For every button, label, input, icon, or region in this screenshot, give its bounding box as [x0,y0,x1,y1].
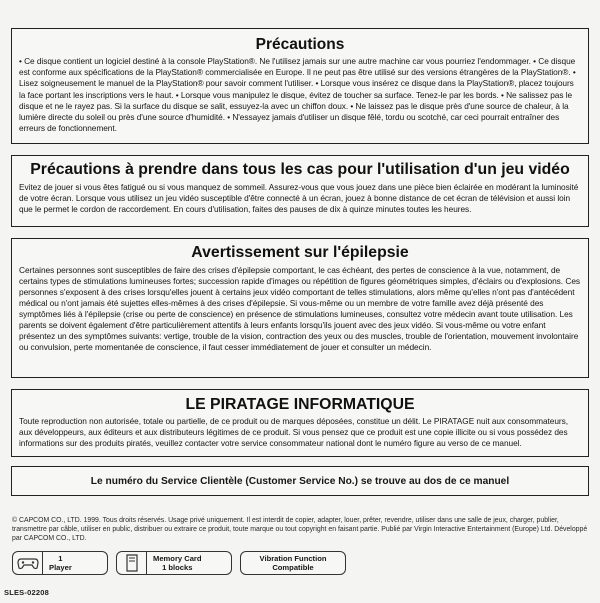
copyright-text: © CAPCOM CO., LTD. 1999. Tous droits réservés. Usage privé uniquement. Il est interdit de copier, adapter, louer, prêter, revendre, utiliser dans une salle de jeux, charger, publier, transmettre par câble, utiliser en public, distribuer ou extraire ce produit, toute marque ou tout copyright en faisant partie. Publié par Virgin Interactive Entertainment (Europe) Ltd. Développé par CAPCOM CO., LTD. [12,517,588,543]
video-game-text: Evitez de jouer si vous êtes fatigué ou si vous manquez de sommeil. Assurez-vous que vous jouez dans une pièce bien éclairée en modérant la luminosité de votre écran. Lorsque vous utilisez un jeu vidéo susceptible d'être connecté à un écran, jouez à bonne distance de cet écran de télévision et aussi loin que le permet le cordon de raccordement. En cours d'utilisation, faites des pauses de dix à quinze minutes toutes les heures. [19,182,579,215]
controller-icon [13,552,43,574]
precautions-text: • Ce disque contient un logiciel destiné à la console PlayStation®. Ne l'utilisez jamais sur une autre machine car vous pourriez l'endommager. • Ce disque est conforme aux spécifications de la PlayStation® commercialisée en Europe. Il ne peut pas être utilisé sur des versions étrangères de la PlayStation®. • Lisez soigneusement le manuel de la PlayStation® pour savoir comment l'utiliser. • Lorsque vous insérez ce disque dans la PlayStation®, placez toujours la face portant les inscriptions vers le haut. • Lorsque vous manipulez le disque, évitez de toucher sa surface. Tenez-le par les bords. • Ne salissez pas le disque et ne le rayez pas. Si la surface du disque se salit, essuyez-la avec un chiffon doux. • Ne laissez pas le disque près d'une source de chaleur, à la lumière directe du soleil ou près d'une source d'humidité. • N'essayez jamais d'utiliser un disque fêlé, tordu ou scotché, car ceci pourrait entraîner des erreurs de fonctionnement. [19,56,576,134]
epilepsy-title: Avertissement sur l'épilepsie [191,244,409,261]
video-game-precautions-section [11,155,589,227]
players-badge [12,551,108,575]
vibration-badge [240,551,346,575]
piracy-text: Toute reproduction non autorisée, totale ou partielle, de ce produit ou de marques déposées, constitue un délit. Le PIRATAGE nuit aux consommateurs, aux développeurs, aux éditeurs et aux distributeurs légitimes de ce produit. Si vous pensez que ce produit est une copie illicite ou si vous possédez des informations sur des produits piratés, veuillez contacter votre service consommateur national dont le numéro figure au verso de ce manuel. [19,416,568,449]
product-code: SLES-02208 [4,588,49,597]
video-game-title: Précautions à prendre dans tous les cas pour l'utilisation d'un jeu vidéo [30,161,570,178]
vibration-label: Vibration Function Compatible [259,554,327,572]
precautions-title: Précautions [255,36,345,53]
customer-service-text: Le numéro du Service Clientèle (Customer Service No.) se trouve au dos de ce manuel [90,475,510,487]
epilepsy-warning-section [11,238,589,378]
memory-card-label: Memory Card 1 blocks [153,554,202,572]
compatibility-badges [12,551,346,581]
piracy-title: LE PIRATAGE INFORMATIQUE [185,396,415,413]
epilepsy-text: Certaines personnes sont susceptibles de faire des crises d'épilepsie comportant, le cas échéant, des pertes de conscience à la vue, notamment, de certains types de stimulations lumineuses fortes; succession rapide d'images ou répétition de figures géométriques simples, d'éclairs ou d'explosions. Ces personnes s'exposent à des crises lorsqu'elles jouent à certains jeux vidéo comportant de telles stimulations, alors même qu'elles n'ont pas d'antécédent médical ou n'ont jamais été sujettes elles-mêmes à des crises d'épilepsie. Si vous-même ou un membre de votre famille avez déjà présenté des symptômes liés à l'épilepsie (crise ou perte de conscience) en présence de stimulations lumineuses, consultez votre médecin avant toute utilisation. Les parents se doivent également d'être particulièrement attentifs à leurs enfants lorsqu'ils jouent avec des jeux vidéo. Si vous-même ou votre enfant présentez un des symptômes suivants: vertige, trouble de la vision, contraction des yeux ou des muscles, trouble de l'orientation, mouvement involontaire ou convulsion, perte momentanée de conscience, il faut cesser immédiatement de jouer et consulter un médecin. [19,265,581,353]
precautions-section [11,28,589,144]
customer-service-box [11,466,589,496]
piracy-section [11,389,589,457]
memory-card-badge [116,551,232,575]
memory-card-icon [117,552,147,574]
players-label: 1 Player [49,554,72,572]
